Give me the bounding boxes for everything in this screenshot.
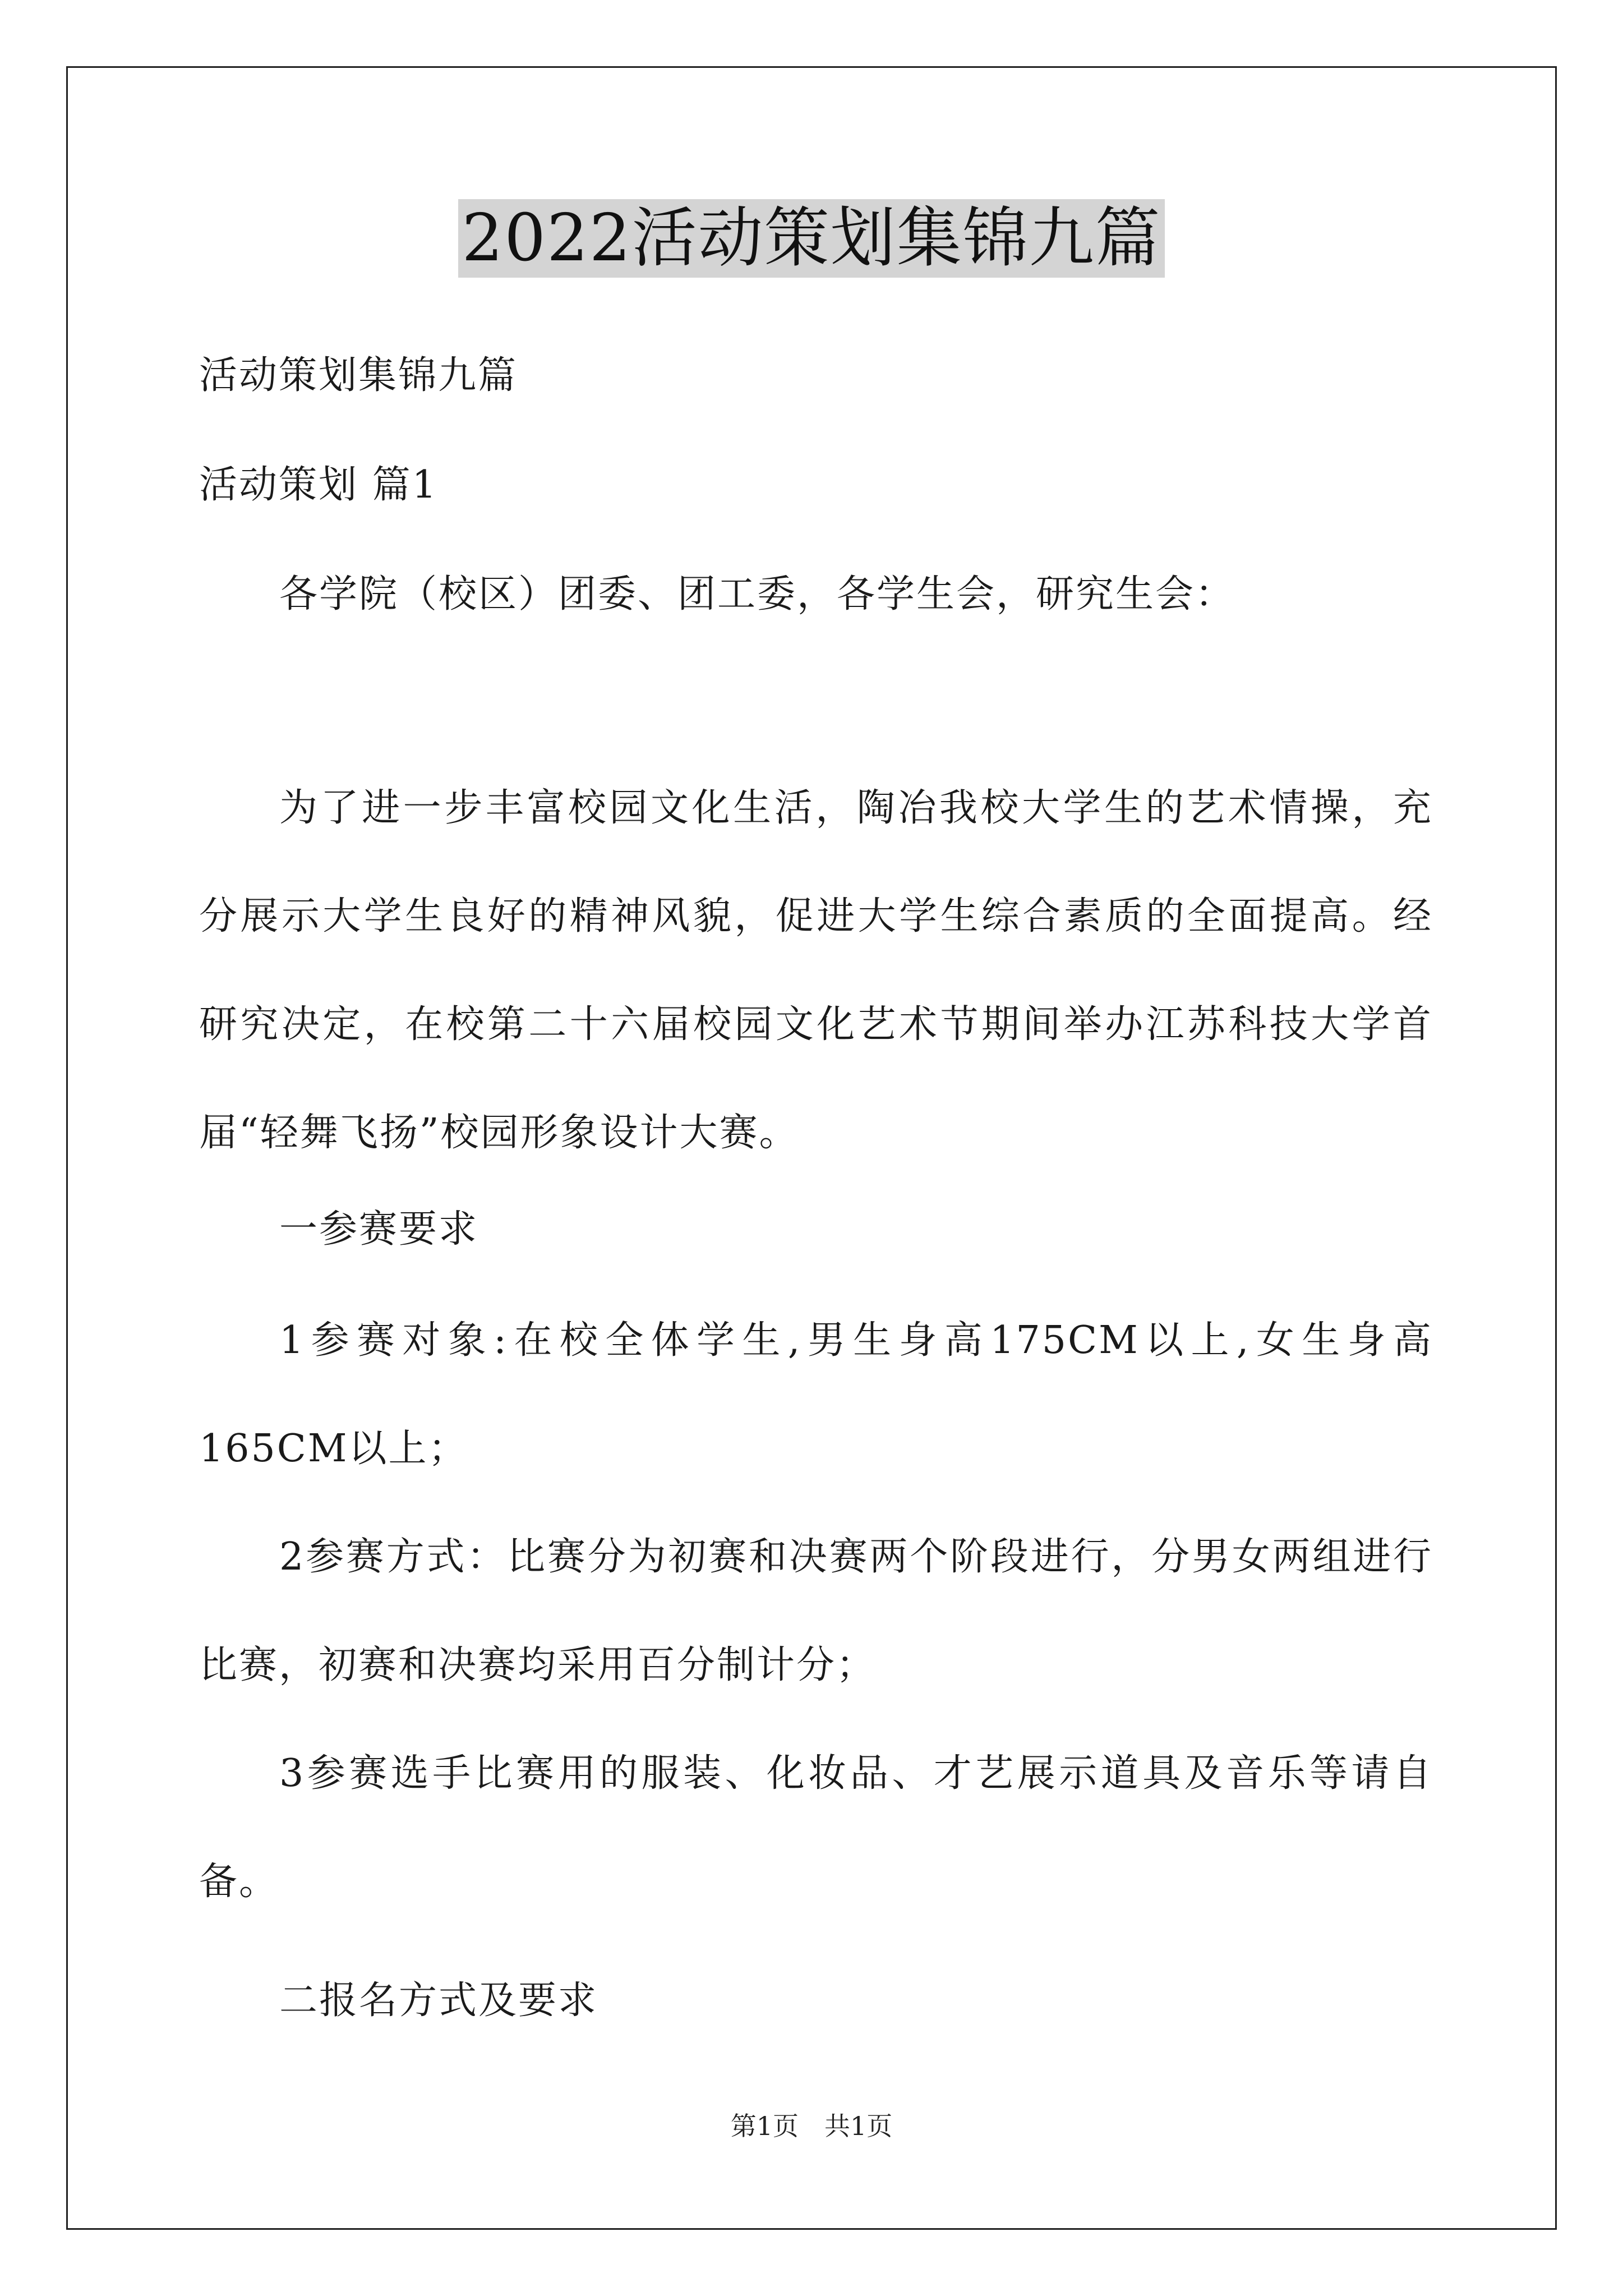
- document-title: 2022活动策划集锦九篇: [458, 199, 1164, 278]
- body-paragraph: 为了进一步丰富校园文化生活，陶冶我校大学生的艺术情操，充分展示大学生良好的精神风貌，促进大学生综合素质的全面提高。经研究决定，在校第二十六届校园文化艺术节期间举办江苏科技大学首届“轻舞飞扬”校园形象设计大赛。: [199, 786, 1433, 1155]
- item-self-prepared: 3参赛选手比赛用的服装、化妆品、才艺展示道具及音乐等请自备。: [199, 1751, 1433, 1904]
- page-footer: 第1页 共1页: [730, 2111, 893, 2141]
- heading-requirements: 一参赛要求: [279, 1207, 479, 1251]
- item-format: 2参赛方式：比赛分为初赛和决赛两个阶段进行，分男女两组进行比赛，初赛和决赛均采用百分制计分；: [199, 1535, 1433, 1687]
- document-subtitle: 活动策划集锦九篇: [199, 353, 518, 398]
- section-heading: 活动策划 篇1: [199, 463, 438, 507]
- heading-registration: 二报名方式及要求: [279, 1978, 598, 2023]
- item-participants: 1参赛对象:在校全体学生,男生身高175CM以上,女生身高165CM以上；: [199, 1318, 1433, 1471]
- title-container: [0, 199, 1623, 278]
- salutation: 各学院（校区）团委、团工委，各学生会，研究生会：: [279, 572, 1235, 616]
